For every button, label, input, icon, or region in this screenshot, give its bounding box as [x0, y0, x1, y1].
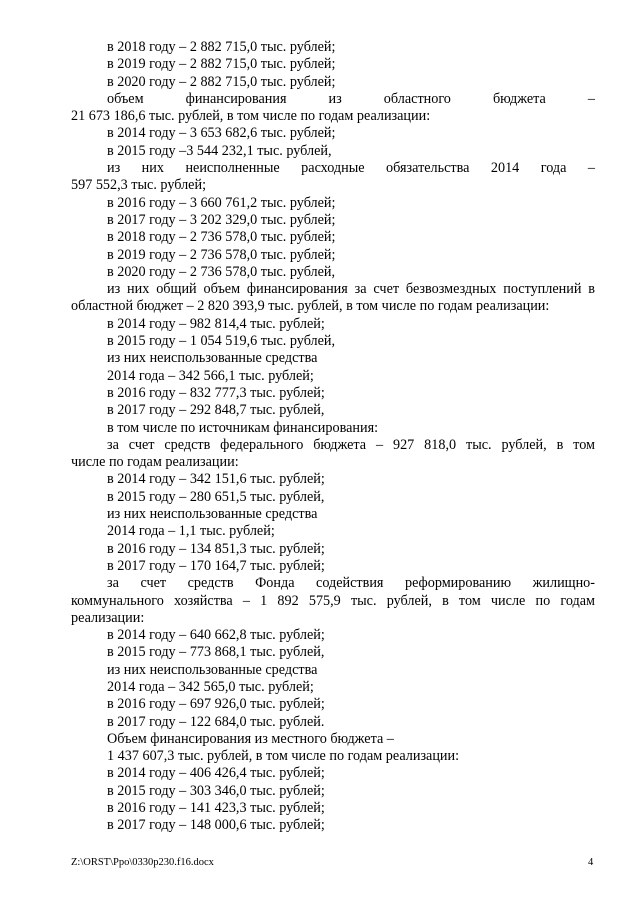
- text-line: в 2017 году – 292 848,7 тыс. рублей,: [107, 402, 325, 419]
- text-line: в 2016 году – 3 660 761,2 тыс. рублей;: [107, 194, 336, 211]
- text-line: в 2017 году – 148 000,6 тыс. рублей;: [107, 817, 325, 834]
- text-line: в 2014 году – 342 151,6 тыс. рублей;: [107, 471, 325, 488]
- text-line: из них неиспользованные средства: [107, 661, 318, 678]
- text-line: за счет средств федерального бюджета – 927 818,0 тыс. рублей, в том: [107, 436, 595, 453]
- text-line: в 2015 году – 773 868,1 тыс. рублей,: [107, 644, 325, 661]
- text-line: в 2020 году – 2 736 578,0 тыс. рублей,: [107, 263, 336, 280]
- text-line: из них неиспользованные средства: [107, 350, 318, 367]
- text-line: коммунального хозяйства – 1 892 575,9 тыс. рублей, в том числе по годам: [71, 592, 595, 609]
- text-line: Объем финансирования из местного бюджета –: [107, 730, 394, 747]
- text-line: в 2014 году – 3 653 682,6 тыс. рублей;: [107, 125, 336, 142]
- text-line: в 2020 году – 2 882 715,0 тыс. рублей;: [107, 73, 336, 90]
- text-line: в 2019 году – 2 736 578,0 тыс. рублей;: [107, 246, 336, 263]
- text-line: 2014 года – 342 565,0 тыс. рублей;: [107, 678, 314, 695]
- text-line: объем финансирования из областного бюджета –: [107, 90, 595, 107]
- text-line: из них общий объем финансирования за счет безвозмездных поступлений в: [107, 281, 595, 298]
- page-number: 4: [588, 857, 594, 868]
- text-line: числе по годам реализации:: [71, 454, 239, 471]
- text-line: в 2016 году – 697 926,0 тыс. рублей;: [107, 696, 325, 713]
- text-line: в 2017 году – 122 684,0 тыс. рублей.: [107, 713, 325, 730]
- text-line: из них неиспользованные средства: [107, 506, 318, 523]
- text-line: в 2019 году – 2 882 715,0 тыс. рублей;: [107, 56, 336, 73]
- text-line: в 2015 году – 1 054 519,6 тыс. рублей,: [107, 333, 336, 350]
- footer-file-path: Z:\ORST\Ppo\0330p230.f16.docx: [71, 857, 214, 868]
- text-line: областной бюджет – 2 820 393,9 тыс. рублей, в том числе по годам реализации:: [71, 298, 550, 315]
- text-line: в 2015 году – 303 346,0 тыс. рублей;: [107, 782, 325, 799]
- text-line: 1 437 607,3 тыс. рублей, в том числе по годам реализации:: [107, 748, 460, 765]
- text-line: в 2017 году – 3 202 329,0 тыс. рублей;: [107, 211, 336, 228]
- text-line: 21 673 186,6 тыс. рублей, в том числе по годам реализации:: [71, 108, 431, 125]
- text-line: 2014 года – 1,1 тыс. рублей;: [107, 523, 275, 540]
- text-line: в 2014 году – 406 426,4 тыс. рублей;: [107, 765, 325, 782]
- text-line: в 2015 году –3 544 232,1 тыс. рублей,: [107, 142, 332, 159]
- text-line: за счет средств Фонда содействия реформированию жилищно-: [107, 575, 595, 592]
- text-line: в 2018 году – 2 882 715,0 тыс. рублей;: [107, 39, 336, 55]
- text-line: в 2015 году – 280 651,5 тыс. рублей,: [107, 488, 325, 505]
- document-body: [71, 39, 595, 835]
- text-line: в 2016 году – 141 423,3 тыс. рублей;: [107, 800, 325, 817]
- text-line: в том числе по источникам финансирования:: [107, 419, 379, 436]
- text-line: в 2016 году – 832 777,3 тыс. рублей;: [107, 384, 325, 401]
- text-line: в 2018 году – 2 736 578,0 тыс. рублей;: [107, 229, 336, 246]
- text-line: 597 552,3 тыс. рублей;: [71, 177, 207, 194]
- text-line: из них неисполненные расходные обязательства 2014 года –: [107, 160, 595, 177]
- text-line: в 2014 году – 640 662,8 тыс. рублей;: [107, 627, 325, 644]
- text-line: в 2014 году – 982 814,4 тыс. рублей;: [107, 315, 325, 332]
- text-line: 2014 года – 342 566,1 тыс. рублей;: [107, 367, 314, 384]
- text-line: в 2017 году – 170 164,7 тыс. рублей;: [107, 557, 325, 574]
- text-line: в 2016 году – 134 851,3 тыс. рублей;: [107, 540, 325, 557]
- text-line: реализации:: [71, 609, 145, 626]
